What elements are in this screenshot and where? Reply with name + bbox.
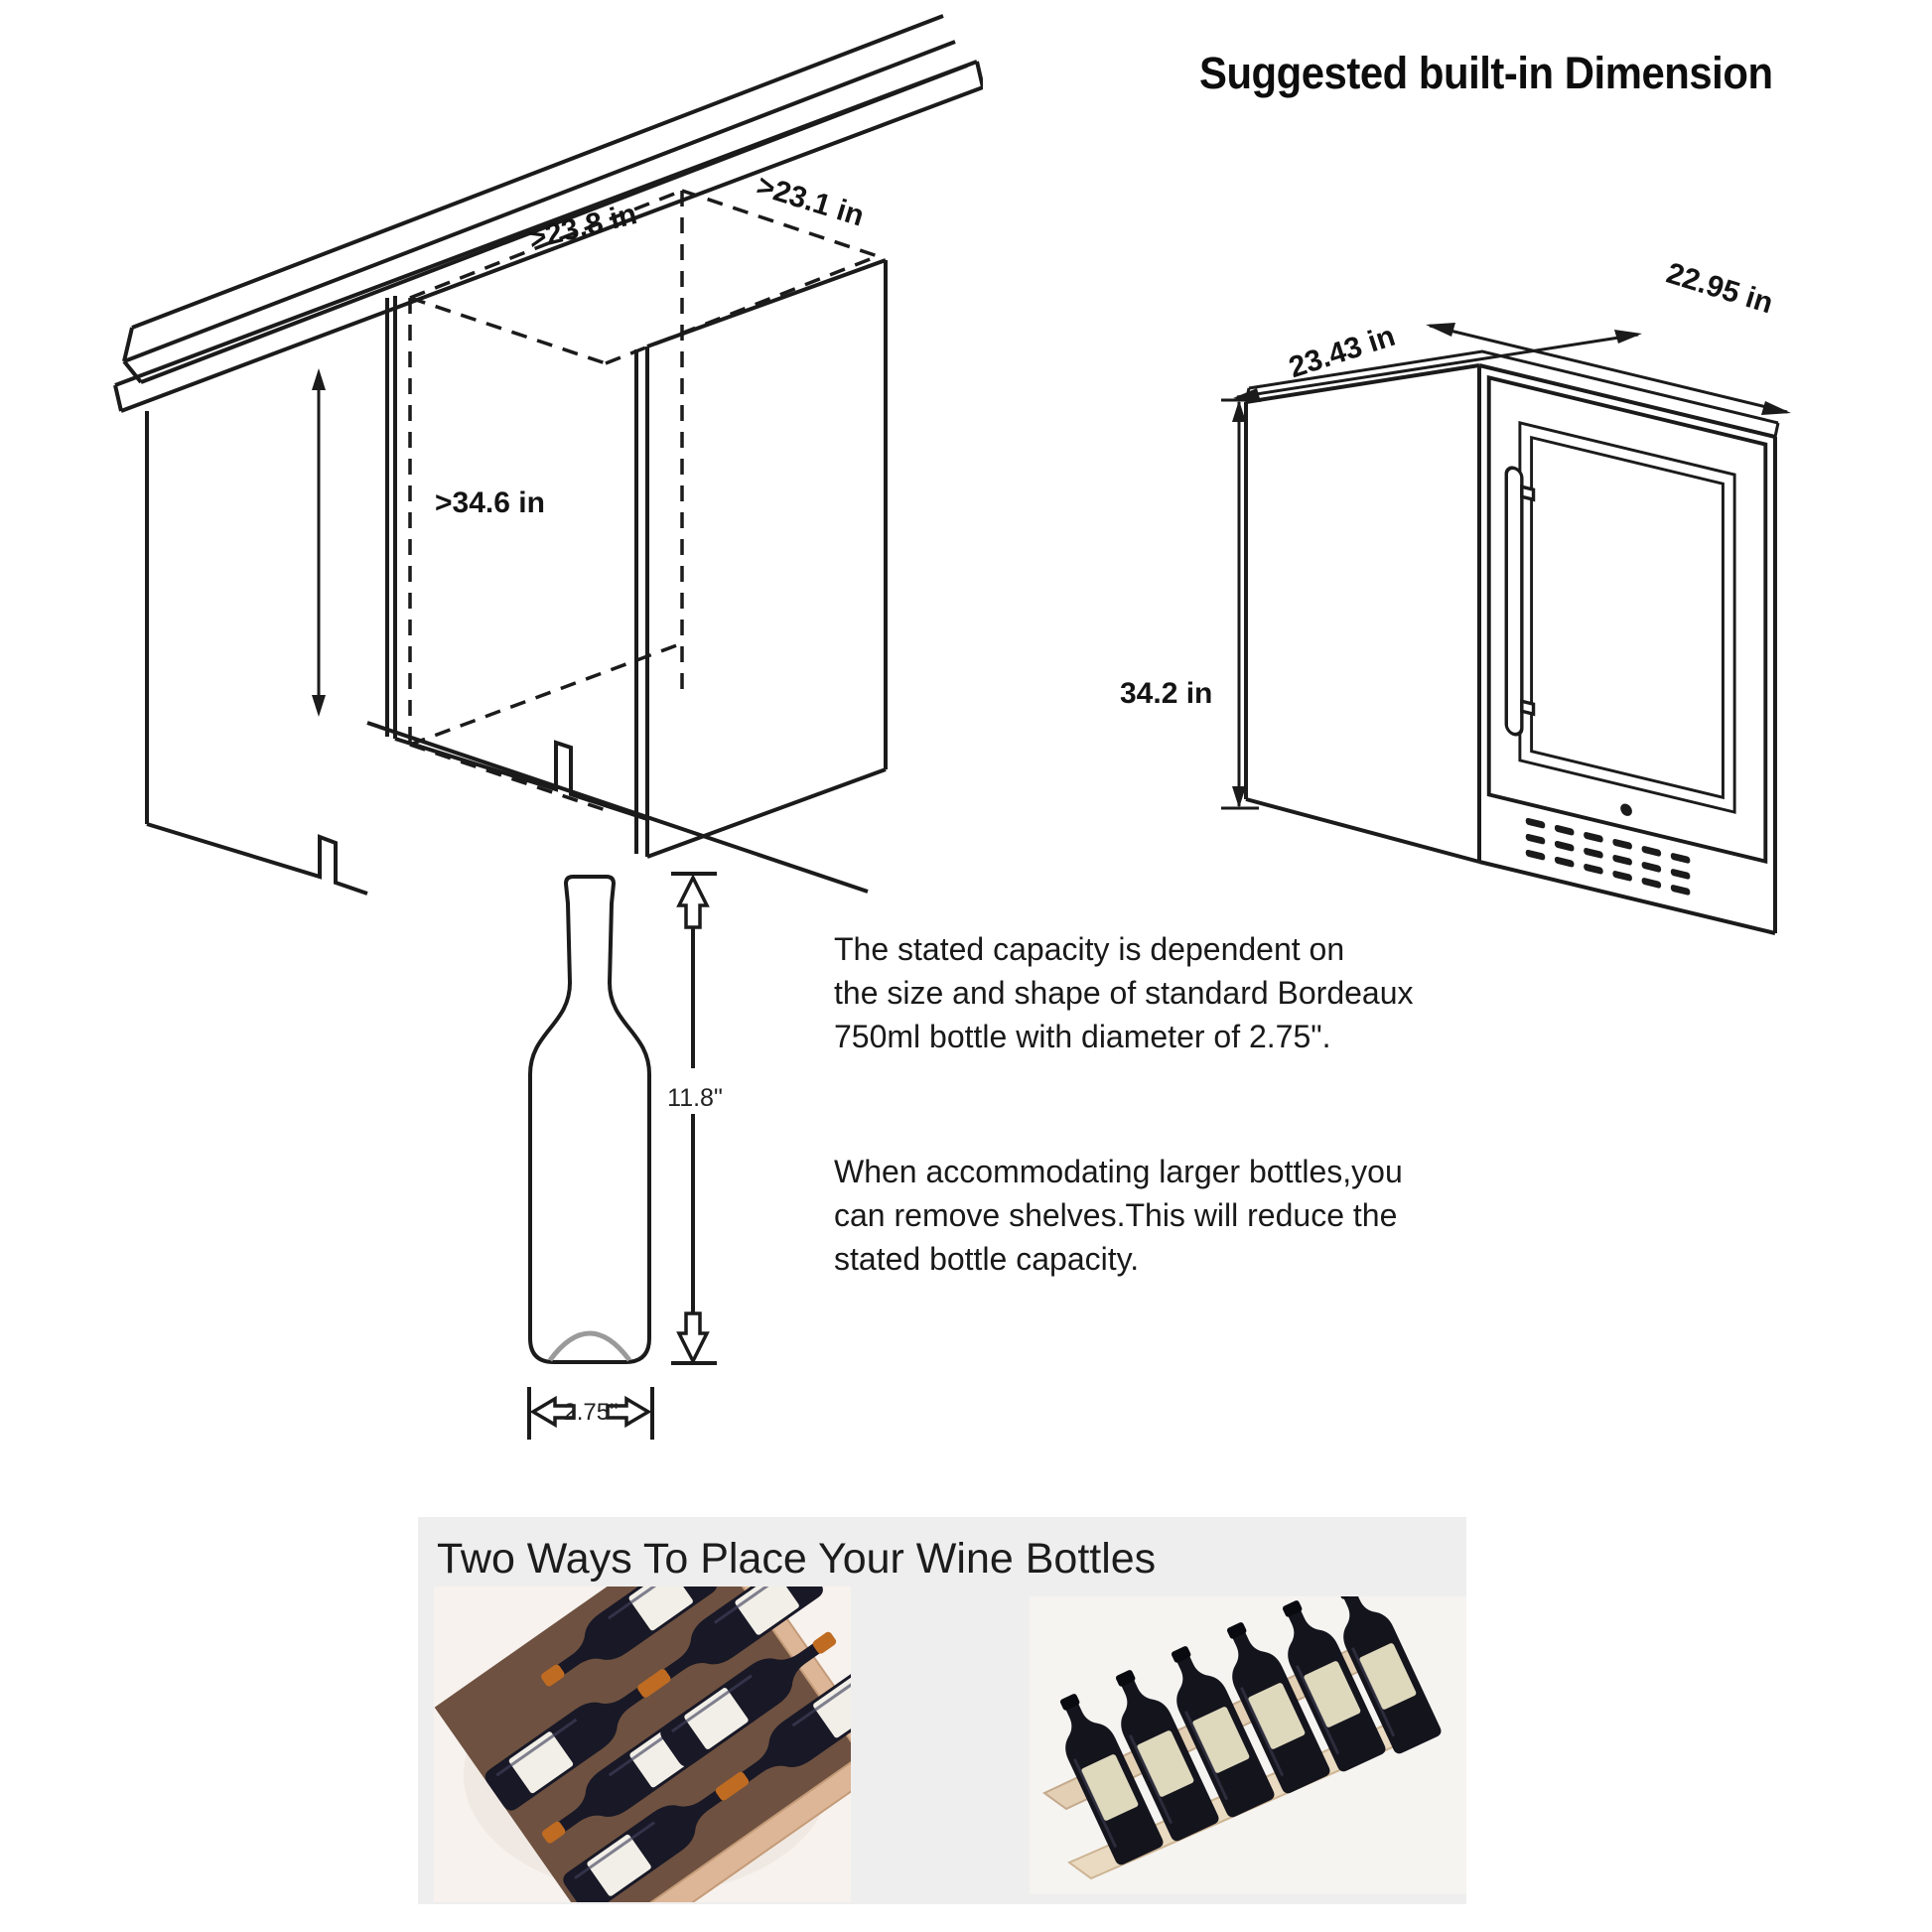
cabinet-cutout-drawing [40, 5, 983, 903]
cooler-depth-label: 22.95 in [1662, 256, 1777, 321]
photo-bottles-horizontal [434, 1587, 851, 1902]
wine-cooler-drawing [983, 278, 1847, 953]
cooler-width-label: 23.43 in [1285, 319, 1400, 385]
bottle-diameter-label: 2.75" [563, 1399, 619, 1426]
bottle-dimension-drawing [477, 864, 794, 1459]
larger-bottles-note-line: stated bottle capacity. [834, 1241, 1140, 1277]
cooler-height-label: 34.2 in [1120, 677, 1213, 710]
capacity-note-line: the size and shape of standard Bordeaux [834, 975, 1414, 1011]
larger-bottles-note-line: When accommodating larger bottles,you [834, 1154, 1403, 1189]
placement-section [418, 1517, 1466, 1904]
capacity-note-line: The stated capacity is dependent on [834, 931, 1345, 967]
cutout-width-label: >23.8 in [525, 198, 640, 256]
capacity-note-line: 750ml bottle with diameter of 2.75". [834, 1019, 1331, 1054]
capacity-note [834, 927, 1489, 1058]
page-title: Suggested built-in Dimension [1199, 48, 1773, 98]
larger-bottles-note [834, 1150, 1489, 1281]
vent-grille [1526, 817, 1691, 896]
larger-bottles-note-line: can remove shelves.This will reduce the [834, 1197, 1398, 1233]
photo-bottles-tilted [1030, 1596, 1466, 1894]
cutout-depth-label: >23.1 in [753, 169, 869, 233]
cutout-height-label: >34.6 in [435, 486, 545, 519]
placement-heading: Two Ways To Place Your Wine Bottles [437, 1535, 1157, 1583]
bottle-height-label: 11.8" [667, 1084, 723, 1112]
